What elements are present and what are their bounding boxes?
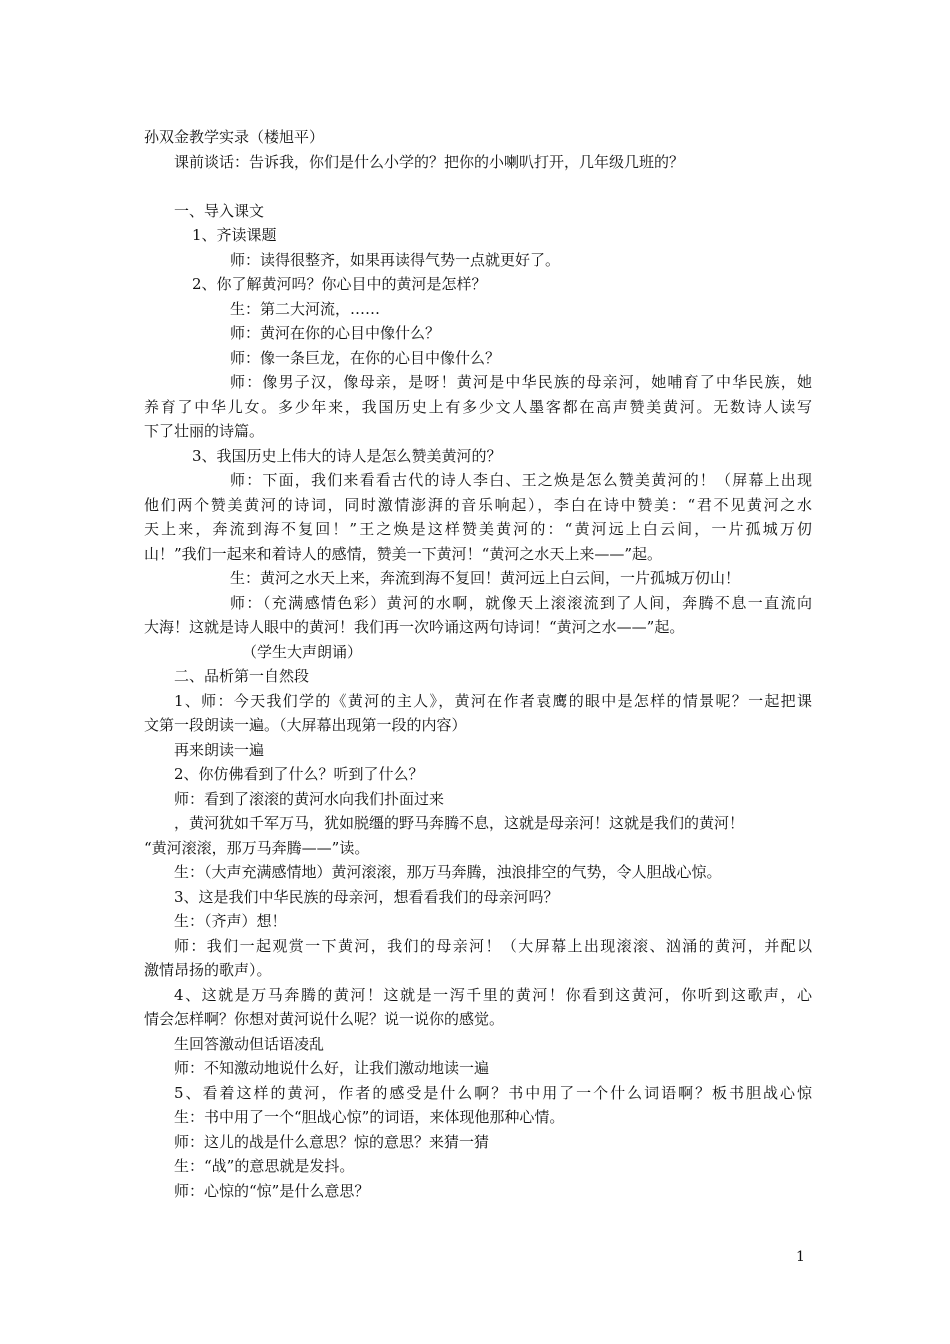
text-line: 生：（齐声）想！ [174, 912, 287, 930]
text-line: 1、师：今天我们学的《黄河的主人》，黄河在作者袁鹰的眼中是怎样的情景呢？一起把课 [174, 691, 812, 710]
text-line: 生：第二大河流，…… [230, 299, 381, 318]
intro-line: 课前谈话：告诉我，你们是什么小学的？把你的小喇叭打开，几年级几班的？ [174, 152, 685, 171]
text-line: 生：（大声充满感情地）黄河滚滚，那万马奔腾，浊浪排空的气势，令人胆战心惊。 [174, 863, 722, 881]
text-line: 情会怎样啊？你想对黄河说什么呢？说一说你的感觉。 [144, 1010, 505, 1028]
document-title: 孙双金教学实录（楼旭平） [144, 128, 325, 146]
text-line: 4、这就是万马奔腾的黄河！这就是一泻千里的黄河！你看到这黄河，你听到这歌声，心 [174, 985, 812, 1004]
text-line: 2、你仿佛看到了什么？听到了什么？ [174, 765, 424, 783]
text-line: 5、看着这样的黄河，作者的感受是什么啊？书中用了一个什么词语啊？板书胆战心惊 [174, 1083, 812, 1102]
text-line: 生：“战”的意思就是发抖。 [174, 1157, 355, 1175]
text-line: 下了壮丽的诗篇。 [144, 422, 265, 440]
text-line: 天上来，奔流到海不复回！”王之焕是这样赞美黄河的：“黄河远上白云间，一片孤城万仞 [144, 520, 812, 538]
text-line: （学生大声朗诵） [242, 642, 363, 661]
text-line: 3、这是我们中华民族的母亲河，想看看我们的母亲河吗？ [174, 887, 559, 906]
text-line: ，黄河犹如千军万马，犹如脱缰的野马奔腾不息，这就是母亲河！这就是我们的黄河！ [174, 814, 745, 832]
text-line: “黄河滚滚，那万马奔腾——”读。 [144, 838, 370, 857]
text-line: 师：看到了滚滚的黄河水向我们扑面过来 [174, 789, 445, 808]
blank-line [144, 174, 812, 199]
text-line: 养育了中华儿女。多少年来，我国历史上有多少文人墨客都在高声赞美黄河。无数诗人读写 [144, 397, 812, 416]
text-line: 山！”我们一起来和着诗人的感情，赞美一下黄河！“黄河之水天上来——”起。 [144, 544, 663, 563]
text-line: 2、你了解黄河吗？你心目中的黄河是怎样？ [192, 275, 487, 293]
text-line: 师：我们一起观赏一下黄河，我们的母亲河！（大屏幕上出现滚滚、汹涌的黄河，并配以 [174, 936, 812, 955]
document-body [144, 125, 812, 1203]
text-line: 师：下面，我们来看看古代的诗人李白、王之焕是怎么赞美黄河的！（屏幕上出现 [230, 471, 812, 489]
section-heading: 一、导入课文 [174, 201, 265, 220]
text-line: 生回答激动但话语凌乱 [174, 1034, 325, 1053]
text-line: 师：（充满感情色彩）黄河的水啊，就像天上滚滚流到了人间，奔腾不息一直流向 [230, 593, 812, 612]
text-line: 师：不知激动地说什么好，让我们激动地读一遍 [174, 1059, 490, 1077]
text-line: 生：黄河之水天上来，奔流到海不复回！黄河远上白云间，一片孤城万仞山！ [230, 569, 741, 587]
text-line: 3、我国历史上伟大的诗人是怎么赞美黄河的？ [192, 446, 502, 465]
text-line: 师：心惊的“惊”是什么意思？ [174, 1181, 370, 1200]
text-line: 他们两个赞美黄河的诗词，同时激情澎湃的音乐响起），李白在诗中赞美：“君不见黄河之水 [144, 495, 812, 514]
page-number: 1 [796, 1249, 805, 1265]
text-line: 师：像男子汉，像母亲，是呀！黄河是中华民族的母亲河，她哺育了中华民族，她 [230, 373, 812, 391]
text-line: 大海！这就是诗人眼中的黄河！我们再一次吟诵这两句诗词！“黄河之水——”起。 [144, 618, 685, 636]
text-line: 1、齐读课题 [192, 226, 277, 244]
text-line: 师：像一条巨龙，在你的心目中像什么？ [230, 348, 501, 367]
text-line: 师：读得很整齐，如果再读得气势一点就更好了。 [230, 250, 561, 269]
text-line: 再来朗读一遍 [174, 740, 265, 759]
text-line: 生：书中用了一个“胆战心惊”的词语，来体现他那种心情。 [174, 1108, 565, 1126]
section-heading: 二、品析第一自然段 [174, 667, 310, 685]
text-line: 师：这儿的战是什么意思？惊的意思？来猜一猜 [174, 1132, 490, 1151]
text-line: 师：黄河在你的心目中像什么？ [230, 324, 441, 342]
text-line: 激情昂扬的歌声）。 [144, 961, 272, 979]
text-line: 文第一段朗读一遍。（大屏幕出现第一段的内容） [144, 716, 467, 734]
